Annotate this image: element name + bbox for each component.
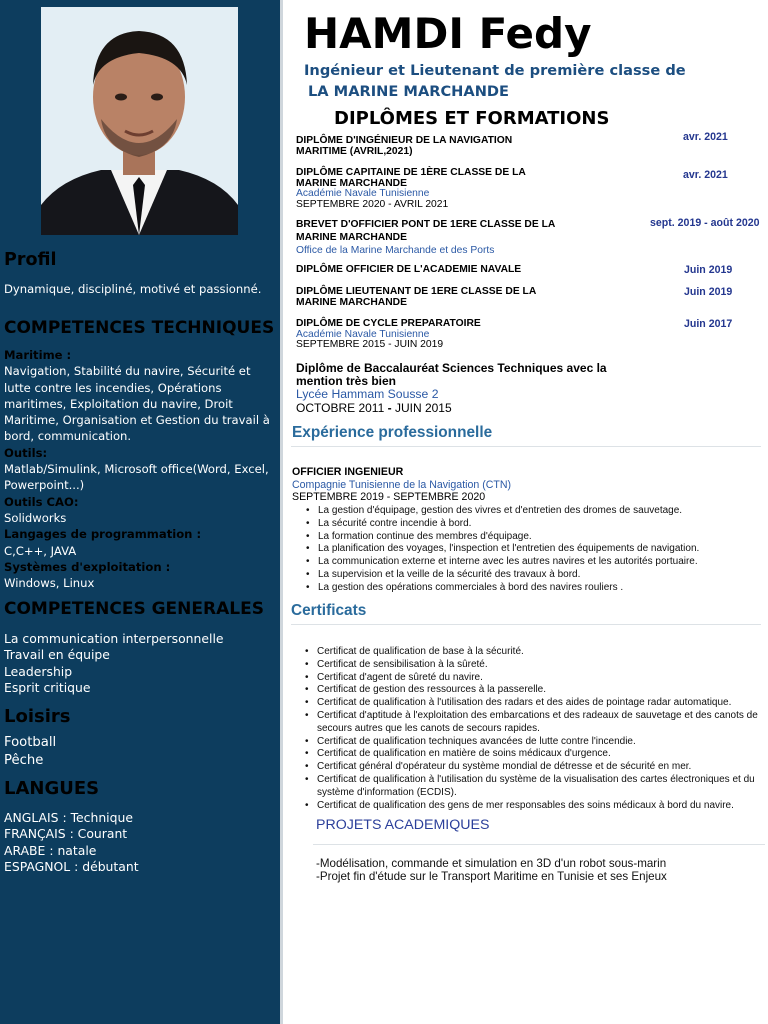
list-item: • La formation continue des membres d'équipage. — [318, 531, 768, 544]
section-rule — [291, 446, 761, 447]
diplome-title: DIPLÔME D'INGÉNIEUR DE LA NAVIGATION MARITIME (AVRIL,2021) — [296, 135, 513, 157]
competences-generales-heading: COMPETENCES GENERALES — [4, 599, 264, 619]
diplome-item — [296, 319, 556, 351]
list-item: • La supervision et la veille de la sécurité des travaux à bord. — [318, 569, 768, 582]
section-rule — [291, 624, 761, 625]
bac-period-start: OCTOBRE 2011 — [296, 400, 385, 415]
diplome-item — [296, 168, 531, 210]
loisirs-heading: Loisirs — [4, 706, 71, 727]
list-item: • La gestion des opérations commerciales à bord des navires rouliers . — [318, 582, 768, 595]
diplome-date: Juin 2017 — [684, 318, 733, 330]
comp-label: Outils CAO: — [4, 494, 79, 509]
list-item: • Certificat de gestion des ressources à la passerelle. — [317, 684, 765, 697]
experience-bullets — [284, 505, 768, 595]
experience-period: SEPTEMBRE 2019 - SEPTEMBRE 2020 — [292, 491, 486, 503]
comp-label: Outils: — [4, 445, 48, 460]
list-item: • Certificat de qualification à l'utilisation des radars et des aides de pointage radar automatique. — [317, 697, 765, 710]
certificats-heading: Certificats — [291, 602, 367, 619]
diplome-school: Office de la Marine Marchande et des Ports — [296, 245, 495, 256]
list-item: • La gestion d'équipage, gestion des vivres et d'entretien des dromes de sauvetage. — [318, 505, 768, 518]
langues-heading: LANGUES — [4, 778, 100, 799]
diplome-title: DIPLÔME CAPITAINE DE 1ÈRE CLASSE DE LA MARINE MARCHANDE — [296, 167, 526, 189]
diplome-period: SEPTEMBRE 2015 - JUIN 2019 — [296, 339, 444, 350]
diplome-date: avr. 2021 — [683, 169, 728, 181]
list-item: • Certificat de sensibilisation à la sûreté. — [317, 659, 765, 672]
profil-text: Dynamique, discipliné, motivé et passionné. — [4, 282, 262, 296]
diplome-title: DIPLÔME DE CYCLE PREPARATOIRE — [296, 318, 481, 329]
bac-period — [296, 402, 616, 415]
experience-company: Compagnie Tunisienne de la Navigation (CTN) — [292, 479, 512, 491]
bac-school: Lycée Hammam Sousse 2 — [296, 387, 439, 402]
list-item: • Certificat de qualification de base à la sécurité. — [317, 646, 765, 659]
diplome-item — [296, 287, 546, 308]
certificats-list — [283, 646, 765, 812]
list-item: • Certificat de qualification des gens de mer responsables des soins médicaux à bord du navire. — [317, 800, 765, 813]
loisirs-list — [4, 734, 278, 770]
list-item: • La communication externe et interne avec les autres navires et les autorités portuaire. — [318, 556, 768, 569]
diplome-date: sept. 2019 - août 2020 — [650, 217, 760, 229]
comp-label: Systèmes d'exploitation : — [4, 559, 171, 574]
job-title-line1: Ingénieur et Lieutenant de première classe de — [304, 62, 686, 79]
diplome-item — [296, 136, 528, 157]
list-item: -Modélisation, commande et simulation en 3D d'un robot sous-marin — [316, 857, 667, 870]
diplome-date: Juin 2019 — [684, 264, 733, 276]
diplome-item — [296, 265, 556, 276]
portrait-photo-icon — [41, 7, 238, 235]
list-item: Esprit critique — [4, 679, 91, 695]
comp-text: Matlab/Simulink, Microsoft office(Word, Excel, Powerpoint...) — [4, 462, 269, 493]
diplome-school: Académie Navale Tunisienne — [296, 328, 430, 340]
diplome-date: Juin 2019 — [684, 286, 733, 298]
list-item: • Certificat de qualification techniques avancées de lutte contre l'incendie. — [317, 736, 765, 749]
diplome-period: SEPTEMBRE 2020 - AVRIL 2021 — [296, 198, 449, 210]
list-item: -Projet fin d'étude sur le Transport Maritime en Tunisie et ses Enjeux — [316, 869, 667, 883]
list-item: • La planification des voyages, l'inspection et l'entretien des équipements de navigation. — [318, 543, 768, 556]
sidebar — [0, 0, 280, 1024]
diplome-title: BREVET D'OFFICIER PONT DE 1ERE CLASSE DE LA MARINE MARCHANDE — [296, 219, 555, 243]
diplome-title: DIPLÔME LIEUTENANT DE 1ERE CLASSE DE LA MARINE MARCHANDE — [296, 286, 536, 308]
list-item: Leadership — [4, 663, 73, 679]
section-rule — [313, 844, 765, 845]
job-title-line2: LA MARINE MARCHANDE — [308, 83, 509, 100]
list-item: ANGLAIS : Technique — [4, 810, 133, 825]
comp-text: Windows, Linux — [4, 576, 95, 591]
list-item: • Certificat de qualification en matière de soins médicaux d'urgence. — [317, 748, 765, 761]
main-content — [283, 0, 768, 1024]
comp-text: Navigation, Stabilité du navire, Sécurité et lutte contre les incendies, Opérations maritimes, Exploitation du navire, Droit Maritime, Organisation et Gestion du travail à bord, communication. — [4, 364, 270, 444]
diplomes-heading: DIPLÔMES ET FORMATIONS — [334, 108, 610, 129]
bac-item — [296, 362, 616, 415]
diplome-school: Académie Navale Tunisienne — [296, 188, 430, 199]
diplome-item — [296, 218, 576, 257]
comp-label: Langages de programmation : — [4, 527, 202, 542]
competences-techniques-list — [4, 347, 278, 591]
list-item: • Certificat de qualification à l'utilisation du système de la visualisation des cartes électroniques et du système d'information (ECDIS). — [317, 774, 765, 800]
list-item: • La sécurité contre incendie à bord. — [318, 518, 768, 531]
langues-list — [4, 810, 278, 875]
list-item: ARABE : natale — [4, 842, 97, 858]
list-item: • Certificat général d'opérateur du système mondial de détresse et de sécurité en mer. — [317, 761, 765, 774]
diplome-title: DIPLÔME OFFICIER DE L'ACADEMIE NAVALE — [296, 264, 522, 275]
competences-techniques-heading: COMPETENCES TECHNIQUES — [4, 318, 275, 338]
bac-period-separator: - — [384, 400, 395, 415]
list-item: Travail en équipe — [4, 647, 110, 663]
competences-generales-list — [4, 631, 278, 696]
list-item: ESPAGNOL : débutant — [4, 858, 139, 874]
projets-heading: PROJETS ACADEMIQUES — [316, 817, 490, 833]
comp-text: C,C++, JAVA — [4, 543, 77, 558]
experience-heading: Expérience professionnelle — [292, 424, 493, 441]
person-name: HAMDI Fedy — [304, 9, 592, 58]
comp-label: Maritime : — [4, 348, 72, 362]
projets-list — [316, 858, 667, 883]
bac-period-end: JUIN 2015 — [394, 400, 452, 415]
list-item: La communication interpersonnelle — [4, 631, 224, 646]
bac-title: Diplôme de Baccalauréat Sciences Techniques avec la mention très bien — [296, 361, 607, 389]
comp-text: Solidworks — [4, 510, 67, 525]
list-item: • Certificat d'agent de sûreté du navire. — [317, 672, 765, 685]
experience-role: OFFICIER INGENIEUR — [292, 466, 404, 478]
profile-photo — [41, 7, 238, 235]
list-item: FRANÇAIS : Courant — [4, 826, 128, 842]
diplome-date: avr. 2021 — [683, 131, 728, 143]
list-item: Pêche — [4, 753, 44, 768]
profil-heading: Profil — [4, 250, 57, 270]
list-item: Football — [4, 735, 57, 750]
list-item: • Certificat d'aptitude à l'exploitation des embarcations et des radeaux de sauvetage et des canots de secours autres que les canots de secours rapides. — [317, 710, 765, 736]
